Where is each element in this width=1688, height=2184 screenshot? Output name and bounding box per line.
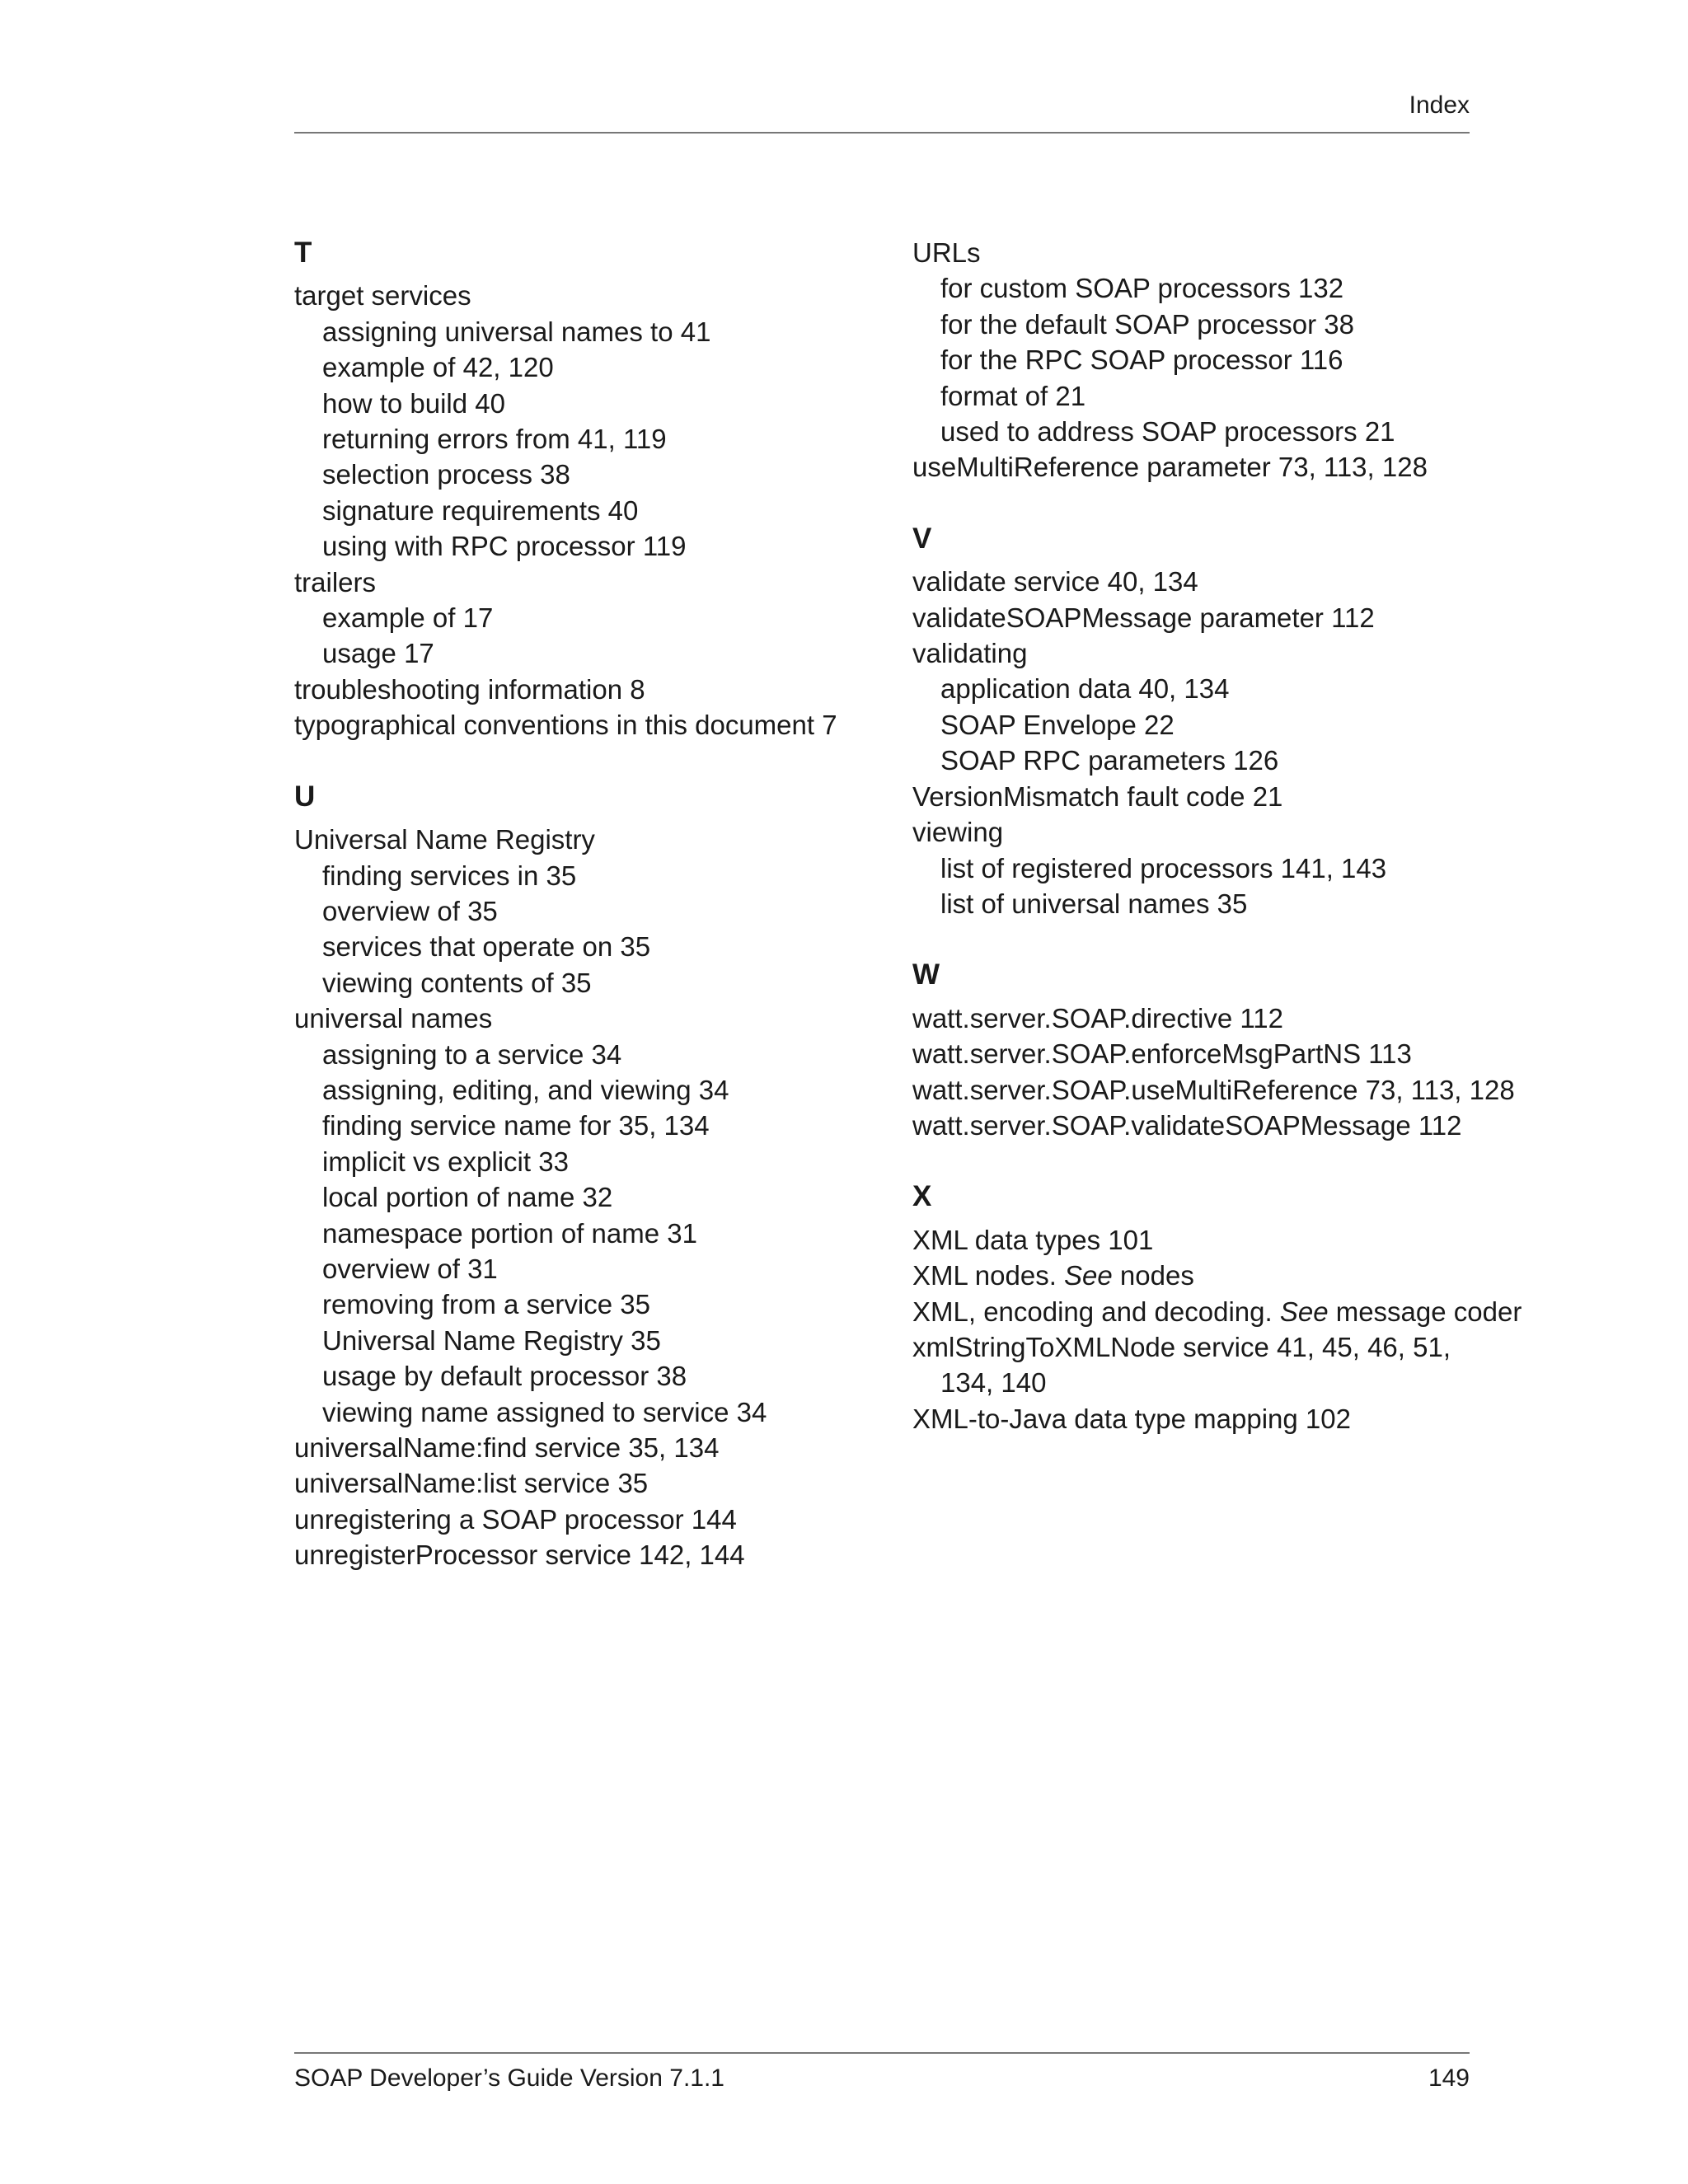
index-letter-heading: U xyxy=(294,780,316,813)
see-reference: See xyxy=(1064,1260,1113,1291)
index-entry: xmlStringToXMLNode service 41, 45, 46, 51, 134, 140 xyxy=(912,1331,1451,1399)
index-subentry: viewing contents of 35 xyxy=(322,967,592,998)
index-subentry: returning errors from 41, 119 xyxy=(322,424,667,455)
index-subentry: viewing name assigned to service 34 xyxy=(322,1396,767,1427)
index-entry: target services xyxy=(294,280,471,312)
index-subentry: assigning to a service 34 xyxy=(322,1038,622,1070)
index-entry: URLs xyxy=(912,237,981,268)
footer-rule xyxy=(294,2052,1470,2054)
index-subentry: selection process 38 xyxy=(322,459,570,490)
index-subentry: assigning, editing, and viewing 34 xyxy=(322,1074,729,1105)
index-letter-heading: V xyxy=(912,522,932,555)
index-letter-heading: T xyxy=(294,237,312,269)
index-column-right xyxy=(912,235,1522,1436)
index-subentry: SOAP RPC parameters 126 xyxy=(940,745,1279,776)
index-subentry: application data 40, 134 xyxy=(940,673,1230,705)
index-entry: universalName:find service 35, 134 xyxy=(294,1432,720,1463)
index-column-left xyxy=(294,235,871,1573)
index-entry: typographical conventions in this document 7 xyxy=(294,710,837,741)
index-entry: useMultiReference parameter 73, 113, 128 xyxy=(912,452,1428,483)
index-subentry: using with RPC processor 119 xyxy=(322,531,687,562)
index-subentry: local portion of name 32 xyxy=(322,1182,613,1213)
index-entry: validate service 40, 134 xyxy=(912,566,1198,598)
index-entry: VersionMismatch fault code 21 xyxy=(912,780,1283,812)
index-section xyxy=(294,779,871,1573)
index-subentry: example of 17 xyxy=(322,602,494,634)
index-entry: troubleshooting information 8 xyxy=(294,673,645,705)
index-entry: universalName:list service 35 xyxy=(294,1468,649,1499)
index-subentry: services that operate on 35 xyxy=(322,931,651,963)
index-entry: watt.server.SOAP.directive 112 xyxy=(912,1002,1283,1033)
index-subentry: overview of 35 xyxy=(322,895,498,926)
page-number: 149 xyxy=(1428,2064,1470,2092)
index-entry: Universal Name Registry xyxy=(294,824,595,855)
index-subentry: how to build 40 xyxy=(322,387,505,419)
index-subentry: finding services in 35 xyxy=(322,860,577,891)
index-entry: unregisterProcessor service 142, 144 xyxy=(294,1540,745,1571)
index-subentry: namespace portion of name 31 xyxy=(322,1217,697,1249)
index-subentry: used to address SOAP processors 21 xyxy=(940,416,1395,448)
index-entry xyxy=(912,1258,1489,1293)
index-subentry: overview of 31 xyxy=(322,1253,498,1284)
index-subentry: signature requirements 40 xyxy=(322,494,639,526)
index-section xyxy=(912,957,1515,1143)
index-letter-heading: X xyxy=(912,1180,932,1213)
index-section xyxy=(912,1179,1522,1436)
header-rule xyxy=(294,132,1470,134)
index-entry: watt.server.SOAP.enforceMsgPartNS 113 xyxy=(912,1038,1412,1070)
index-letter-heading: W xyxy=(912,958,940,991)
index-entry: trailers xyxy=(294,566,377,598)
index-subentry: usage by default processor 38 xyxy=(322,1361,687,1392)
index-subentry: usage 17 xyxy=(322,638,434,669)
index-entry: validating xyxy=(912,638,1028,669)
index-section xyxy=(912,521,1489,921)
index-subentry: finding service name for 35, 134 xyxy=(322,1110,710,1141)
index-subentry: example of 42, 120 xyxy=(322,352,554,383)
entry-text: XML, encoding and decoding. xyxy=(912,1296,1280,1327)
index-entry: unregistering a SOAP processor 144 xyxy=(294,1503,737,1535)
index-subentry: assigning universal names to 41 xyxy=(322,316,711,347)
see-reference: See xyxy=(1279,1296,1329,1327)
index-subentry: Universal Name Registry 35 xyxy=(322,1324,661,1356)
index-entry: XML-to-Java data type mapping 102 xyxy=(912,1403,1351,1434)
index-subentry: implicit vs explicit 33 xyxy=(322,1146,569,1177)
see-target: nodes xyxy=(1112,1260,1194,1291)
index-entry xyxy=(912,1294,1522,1329)
index-entry: universal names xyxy=(294,1003,493,1034)
running-head: Index xyxy=(1409,91,1470,119)
see-target: message coder xyxy=(1328,1296,1522,1327)
index-entry: watt.server.SOAP.useMultiReference 73, 113, 128 xyxy=(912,1074,1515,1105)
footer-guide-title: SOAP Developer’s Guide Version 7.1.1 xyxy=(294,2064,724,2092)
index-subentry: list of registered processors 141, 143 xyxy=(940,852,1387,883)
index-section xyxy=(294,235,871,743)
index-section xyxy=(912,235,1489,485)
index-entry: XML data types 101 xyxy=(912,1224,1154,1255)
index-entry: viewing xyxy=(912,817,1004,848)
index-entry: validateSOAPMessage parameter 112 xyxy=(912,602,1375,633)
index-subentry: removing from a service 35 xyxy=(322,1289,650,1320)
index-subentry: for the RPC SOAP processor 116 xyxy=(940,344,1343,376)
index-subentry: list of universal names 35 xyxy=(940,888,1248,919)
index-entry: watt.server.SOAP.validateSOAPMessage 112 xyxy=(912,1109,1462,1141)
index-subentry: format of 21 xyxy=(940,380,1086,411)
entry-text: XML nodes. xyxy=(912,1260,1065,1291)
index-subentry: for custom SOAP processors 132 xyxy=(940,273,1344,304)
index-subentry: SOAP Envelope 22 xyxy=(940,709,1175,740)
index-subentry: for the default SOAP processor 38 xyxy=(940,308,1355,340)
